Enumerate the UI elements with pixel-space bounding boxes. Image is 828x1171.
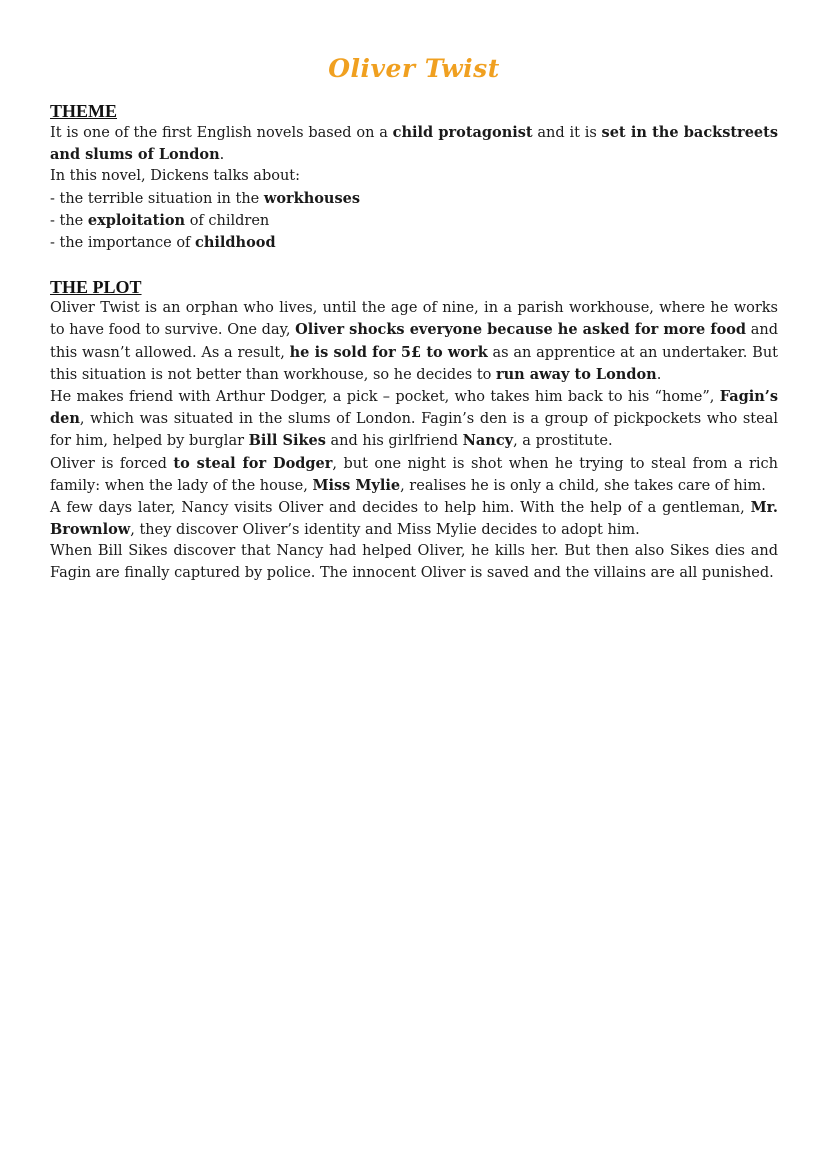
bold-text: Mr. Brownlow [50, 499, 778, 539]
bold-text: to steal for Dodger [173, 454, 333, 472]
plot-paragraph [50, 497, 778, 541]
theme-point [50, 232, 778, 254]
text-run: , they discover Oliver’s identity and Miss Mylie decides to adopt him. [130, 522, 640, 539]
text-run: , a prostitute. [513, 433, 613, 450]
plot-paragraph [50, 453, 778, 497]
theme-heading: THEME [50, 101, 118, 121]
bold-text: child protagonist [392, 124, 533, 141]
text-run: Oliver Twist is an orphan who lives, until the age of nine, in a parish workhouse, where he works to have food to survive. One day, [50, 300, 778, 339]
text-run: and this wasn’t allowed. As a result, [50, 322, 779, 361]
text-run: , realises he is only a child, she takes care of him. [400, 477, 766, 494]
bold-text: exploitation [87, 211, 186, 229]
text-run: - the importance of [50, 235, 196, 252]
plot-section [50, 276, 778, 584]
bold-text: Miss Mylie [312, 476, 401, 494]
text-run: as an apprentice at an undertaker. But this situation is not better than workhouse, so he decides to [50, 344, 778, 383]
document-title: Oliver Twist [328, 54, 500, 83]
bold-text: run away to London [496, 365, 657, 383]
text-run: . [219, 147, 225, 164]
bold-text: he is sold for 5£ to work [289, 343, 488, 361]
text-run: It is one of the first English novels based on a [50, 125, 393, 141]
text-run: and his girlfriend [325, 433, 463, 450]
text-run: When Bill Sikes discover that Nancy had helped Oliver, he kills her. But then also Sikes dies and Fagin are finally captured by police. The innocent Oliver is saved and the villains are all punished. [50, 543, 778, 581]
bold-text: Oliver shocks everyone because he asked for more food [295, 321, 747, 339]
bold-text: Nancy [462, 432, 514, 450]
theme-lead: In this novel, Dickens talks about: [50, 168, 301, 185]
text-run: of children [185, 212, 270, 229]
plot-paragraph [50, 541, 778, 583]
bold-text: Fagin’s den [50, 388, 778, 428]
text-run: . [656, 366, 662, 383]
text-run: - the terrible situation in the [50, 190, 264, 207]
text-run: and it is [532, 125, 602, 141]
theme-intro [50, 122, 778, 166]
theme-point [50, 188, 778, 210]
plot-heading: THE PLOT [50, 277, 142, 298]
plot-paragraph [50, 386, 778, 453]
text-run: Oliver is forced [50, 455, 174, 472]
text-run: - the [50, 212, 88, 229]
theme-section [50, 100, 778, 254]
text-run: , which was situated in the slums of London. Fagin’s den is a group of pickpockets who steal for him, helped by burglar [50, 411, 778, 450]
bold-text: set in the backstreets and slums of London [50, 124, 779, 164]
text-run: , but one night is shot when he trying to steal from a rich family: when the lady of the house, [50, 455, 778, 494]
bold-text: workhouses [263, 189, 361, 207]
plot-paragraph [50, 298, 778, 386]
text-run: He makes friend with Arthur Dodger, a pick – pocket, who takes him back to his “home”, [50, 389, 720, 406]
bold-text: childhood [195, 234, 276, 252]
text-run: A few days later, Nancy visits Oliver and decides to help him. With the help of a gentleman, [50, 500, 751, 517]
theme-point [50, 210, 778, 232]
bold-text: Bill Sikes [248, 432, 326, 450]
